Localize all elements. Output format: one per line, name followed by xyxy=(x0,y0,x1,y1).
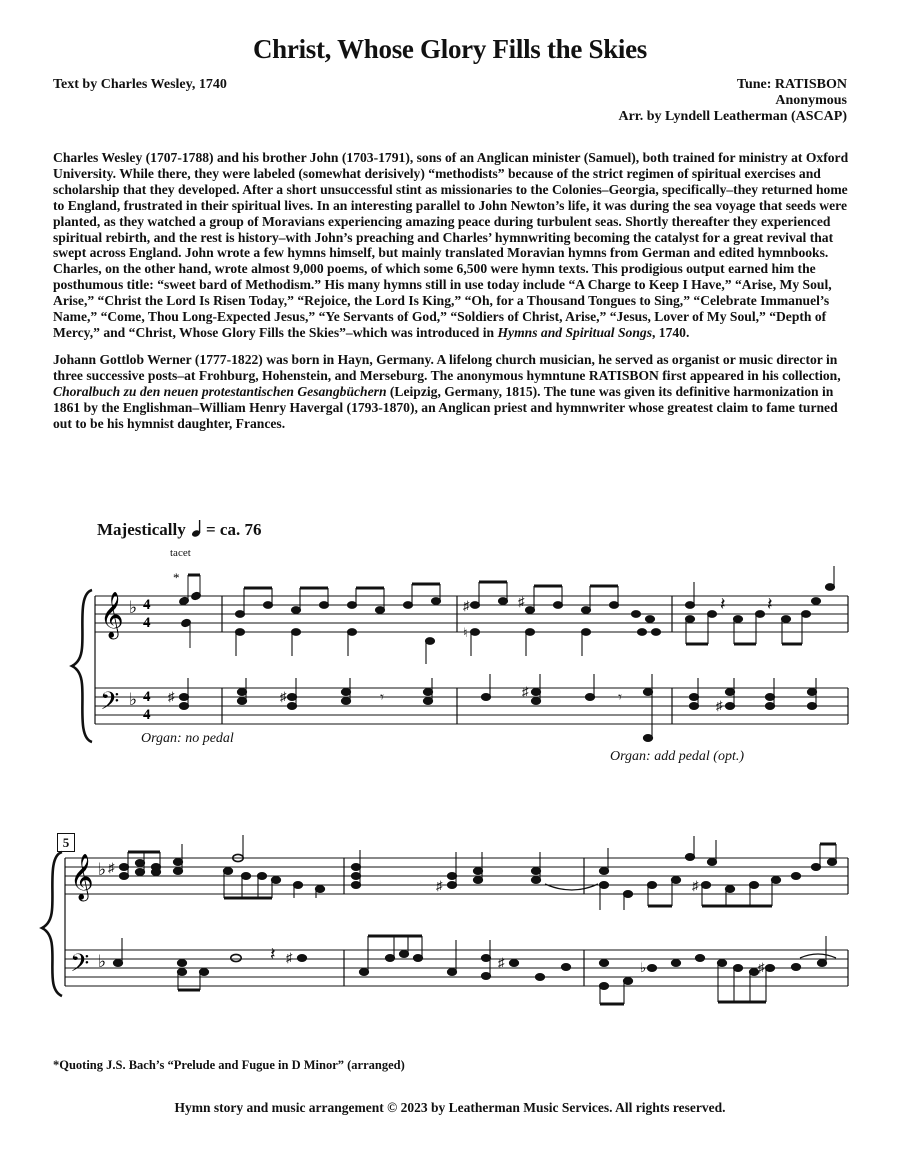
story-text: Charles Wesley (1707-1788) and his brother John (1703-1791), sons of an Anglican minister (Samuel), both trained for ministry at Oxford University. While there, they were labeled (somewhat derisively) “methodists” because of the strict regimen of spiritual exercises and scholarship that they developed. After a short unsuccessful stint as missionaries to the Colonies–Georgia, specifically–they returned home to England, frustrated in their spiritual lives. In an interesting parallel to John Newton’s life, it was during the sea voyage that seeds were planted, as they watched a group of Moravians experiencing amazing peace during turbulent seas. Shortly thereafter they experienced spiritual rebirth, and the rest is history–with John’s preaching and Charles’ hymnwriting becoming the catalyst for a great revival that swept across England. John wrote a few hymns himself, but mainly translated Moravian hymns from German and edited hymnbooks. Charles, on the other hand, wrote almost 9,000 poems, of which some 6,500 were hymn texts. This prodigious output earned him the posthumous title: “sweet bard of Methodism.” His many hymns still in use today include “A Charge to Keep I Have,” “Arise, My Soul, Arise,” “Christ the Lord Is Risen Today,” “Rejoice, the Lord Is King,” “Oh, for a Thousand Tongues to Sing,” “Celebrate Immanuel’s Name,” “Come, Thou Long-Expected Jesus,” “Ye Servants of God,” “Soldiers of Christ, Arise,” “Jesus, Lover of My Soul,” “Depth of Mercy,” and “Christ, Whose Glory Fills the Skies”–which was introduced in xyxy=(53,150,849,340)
key-signature-flat-icon: ♭ xyxy=(129,598,138,617)
book-title: Hymns and Spiritual Songs xyxy=(497,324,652,340)
svg-text:4: 4 xyxy=(143,707,151,723)
svg-text:♯: ♯ xyxy=(716,698,723,713)
tempo-word: Majestically xyxy=(97,520,186,539)
svg-text:♯: ♯ xyxy=(168,689,175,704)
story-text: Johann Gottlob Werner (1777-1822) was born in Hayn, Germany. A lifelong church musician, he served as organist or music director in three successive posts–at Frohburg, Hohenstein, and Merseburg. The anonymous hymntune RATISBON first appeared in his collection, xyxy=(53,352,841,383)
treble-clef-icon: 𝄞 xyxy=(70,854,94,900)
svg-text:♯: ♯ xyxy=(498,955,505,970)
svg-text:𝄾: 𝄾 xyxy=(618,690,622,706)
svg-text:♮: ♮ xyxy=(463,625,468,640)
bass-clef-icon: 𝄢 xyxy=(100,687,120,722)
book-title: Choralbuch zu den neuen protestantischen Gesangbüchern xyxy=(53,383,387,399)
svg-text:𝄽: 𝄽 xyxy=(270,944,276,964)
svg-text:4: 4 xyxy=(143,597,151,613)
measure-number: 5 xyxy=(57,833,75,852)
footnote: *Quoting J.S. Bach’s “Prelude and Fugue in D Minor” (arranged) xyxy=(53,1058,405,1072)
svg-text:♯: ♯ xyxy=(758,960,765,975)
music-system-2 xyxy=(0,830,900,1030)
tempo-marking xyxy=(97,519,261,540)
arranger-credit: Arr. by Lyndell Leatherman (ASCAP) xyxy=(618,109,847,124)
bass-clef-icon: 𝄢 xyxy=(70,949,90,984)
tune-credits xyxy=(618,77,847,125)
svg-text:♯: ♯ xyxy=(463,598,470,613)
grand-staff-brace xyxy=(42,852,62,996)
svg-text:♭: ♭ xyxy=(640,960,647,975)
treble-notes xyxy=(179,566,835,664)
story-text-end: , 1740. xyxy=(651,324,690,340)
svg-text:4: 4 xyxy=(143,689,151,705)
tune-author: Anonymous xyxy=(775,93,847,108)
barlines xyxy=(95,596,848,724)
svg-text:♯: ♯ xyxy=(286,950,293,965)
treble-staff xyxy=(95,596,848,632)
svg-text:4: 4 xyxy=(143,615,151,631)
text-credit: Text by Charles Wesley, 1740 xyxy=(53,77,227,92)
quarter-note-icon xyxy=(190,519,206,537)
svg-text:♯: ♯ xyxy=(436,878,443,893)
tacet-marking: tacet xyxy=(170,547,191,559)
svg-text:♯: ♯ xyxy=(280,689,287,704)
treble-clef-icon: 𝄞 xyxy=(100,592,124,638)
bass-notes xyxy=(168,674,817,741)
bass-notes xyxy=(113,936,836,1004)
svg-text:𝄾: 𝄾 xyxy=(380,690,384,706)
svg-text:♯: ♯ xyxy=(108,860,115,875)
copyright-notice: Hymn story and music arrangement © 2023 by Leatherman Music Services. All rights reserved. xyxy=(174,1100,726,1115)
hymn-story-paragraph-2 xyxy=(53,352,849,432)
hymn-title: Christ, Whose Glory Fills the Skies xyxy=(252,34,648,64)
key-signature-flat-icon: ♭ xyxy=(98,860,107,879)
tempo-value: = ca. 76 xyxy=(206,520,262,539)
music-system-1 xyxy=(0,560,900,760)
treble-notes xyxy=(108,835,837,910)
organ-instruction-no-pedal: Organ: no pedal xyxy=(141,731,234,746)
key-signature-flat-icon: ♭ xyxy=(98,952,107,971)
svg-text:♯: ♯ xyxy=(518,594,525,609)
svg-text:𝄽: 𝄽 xyxy=(720,594,726,614)
grand-staff-brace xyxy=(72,590,92,742)
footnote-asterisk: * xyxy=(173,570,180,585)
tune-name: Tune: RATISBON xyxy=(736,77,847,92)
time-signature xyxy=(143,597,151,723)
svg-text:♯: ♯ xyxy=(522,684,529,699)
organ-instruction-add-pedal: Organ: add pedal (opt.) xyxy=(610,749,745,764)
hymn-story-paragraph-1 xyxy=(53,150,849,341)
svg-text:♯: ♯ xyxy=(692,878,699,893)
key-signature-flat-icon: ♭ xyxy=(129,690,138,709)
svg-text:𝄽: 𝄽 xyxy=(767,594,773,614)
story-text-end: (Leipzig, Germany, 1815). The tune was given its definitive harmonization in 1861 by the Englishman–William Henry Havergal (1793-1870), an Anglican priest and hymnwriter whose greatest claim to fame turned out to be his hymnist daughter, Frances. xyxy=(53,383,838,431)
